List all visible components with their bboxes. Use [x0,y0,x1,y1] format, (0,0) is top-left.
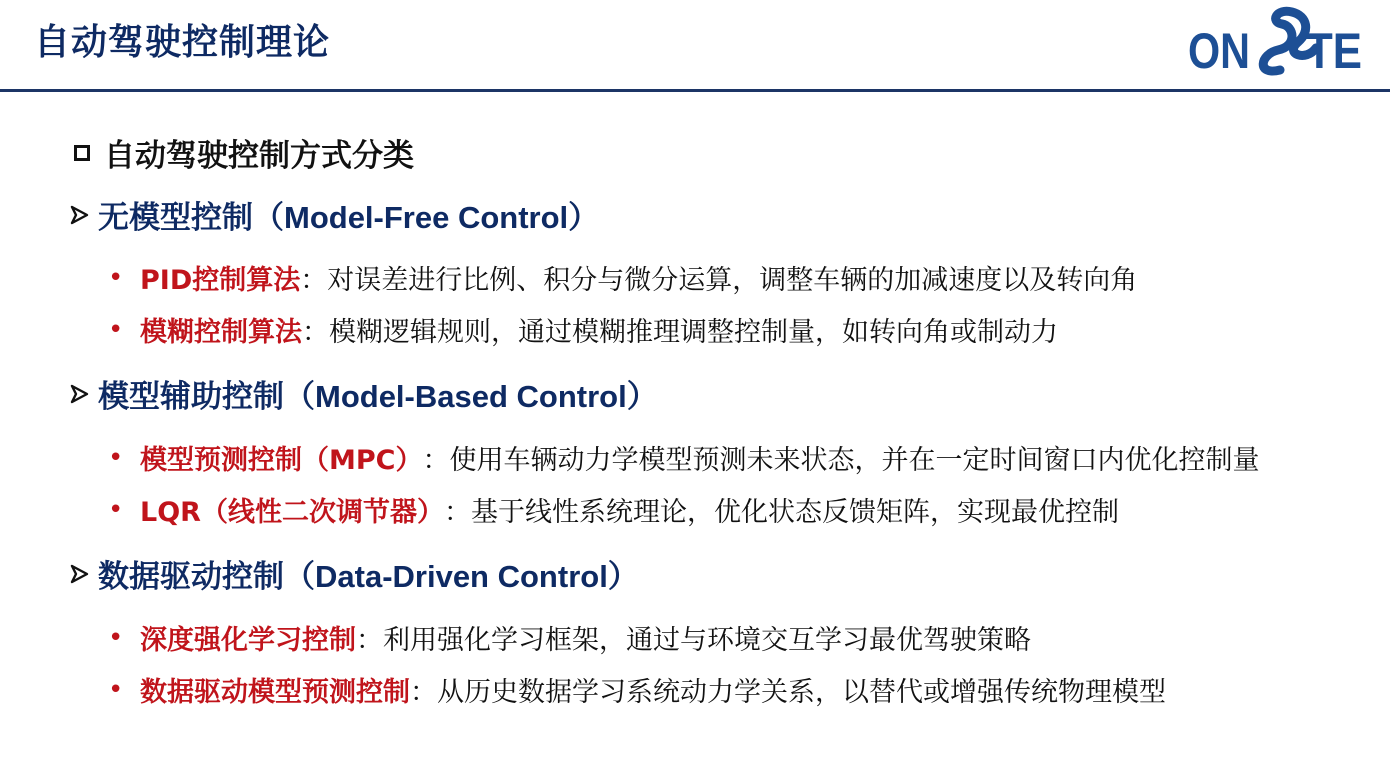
item-separator: ： [410,677,437,708]
group-title-text: 数据驱动控制 [98,559,284,595]
item-term: 模型预测控制（MPC） [140,445,423,476]
group-title-en: （Model-Based Control） [284,379,658,414]
bullet-dot-icon: • [108,674,124,705]
group-title-data-driven [70,551,639,596]
square-box-icon [74,145,90,161]
group-title-text: 无模型控制 [98,200,253,236]
item-description: 利用强化学习框架，通过与环境交互学习最优驾驶策略 [383,625,1031,656]
item-term: 深度强化学习控制 [140,625,356,656]
item-separator: ： [356,625,383,656]
arrow-right-icon [70,204,90,226]
item-description: 对误差进行比例、积分与微分运算，调整车辆的加减速度以及转向角 [327,265,1138,296]
page-title: 自动驾驶控制理论 [34,22,331,63]
group-title-en: （Model-Free Control） [253,200,600,235]
list-item [108,310,1058,349]
bullet-dot-icon: • [108,314,124,345]
item-term: 数据驱动模型预测控制 [140,677,410,708]
arrow-right-icon [70,563,90,585]
item-description: 基于线性系统理论，优化状态反馈矩阵，实现最优控制 [470,497,1119,528]
item-description: 从历史数据学习系统动力学关系，以替代或增强传统物理模型 [437,677,1166,708]
section-heading-text: 自动驾驶控制方式分类 [104,138,414,174]
item-separator: ： [443,497,471,528]
item-description: 使用车辆动力学模型预测未来状态，并在一定时间窗口内优化控制量 [449,445,1260,476]
bullet-dot-icon: • [108,622,124,653]
item-term: PID控制算法 [140,265,301,296]
item-separator: ： [302,317,329,348]
group-title-model-free [70,192,599,237]
bullet-dot-icon: • [108,442,124,473]
group-title-text: 模型辅助控制 [98,379,284,415]
svg-text:ON: ON [1188,23,1250,79]
bullet-dot-icon: • [108,494,124,525]
list-item [108,438,1259,477]
list-item [108,618,1031,657]
item-separator: ： [422,445,450,476]
item-term: LQR（线性二次调节器） [140,497,444,528]
item-description: 模糊逻辑规则，通过模糊推理调整控制量，如转向角或制动力 [329,317,1058,348]
item-term: 模糊控制算法 [140,317,302,348]
group-title-en: （Data-Driven Control） [284,559,639,594]
slide-header [0,0,1390,92]
list-item [108,490,1119,529]
group-title-model-based [70,371,658,416]
bullet-dot-icon: • [108,262,124,293]
list-item [108,258,1137,297]
arrow-right-icon [70,383,90,405]
svg-text:TE: TE [1306,23,1362,79]
list-item [108,670,1166,709]
item-separator: ： [300,265,328,296]
header-divider [0,89,1390,92]
section-heading [74,130,414,175]
onsite-logo [1186,4,1364,88]
